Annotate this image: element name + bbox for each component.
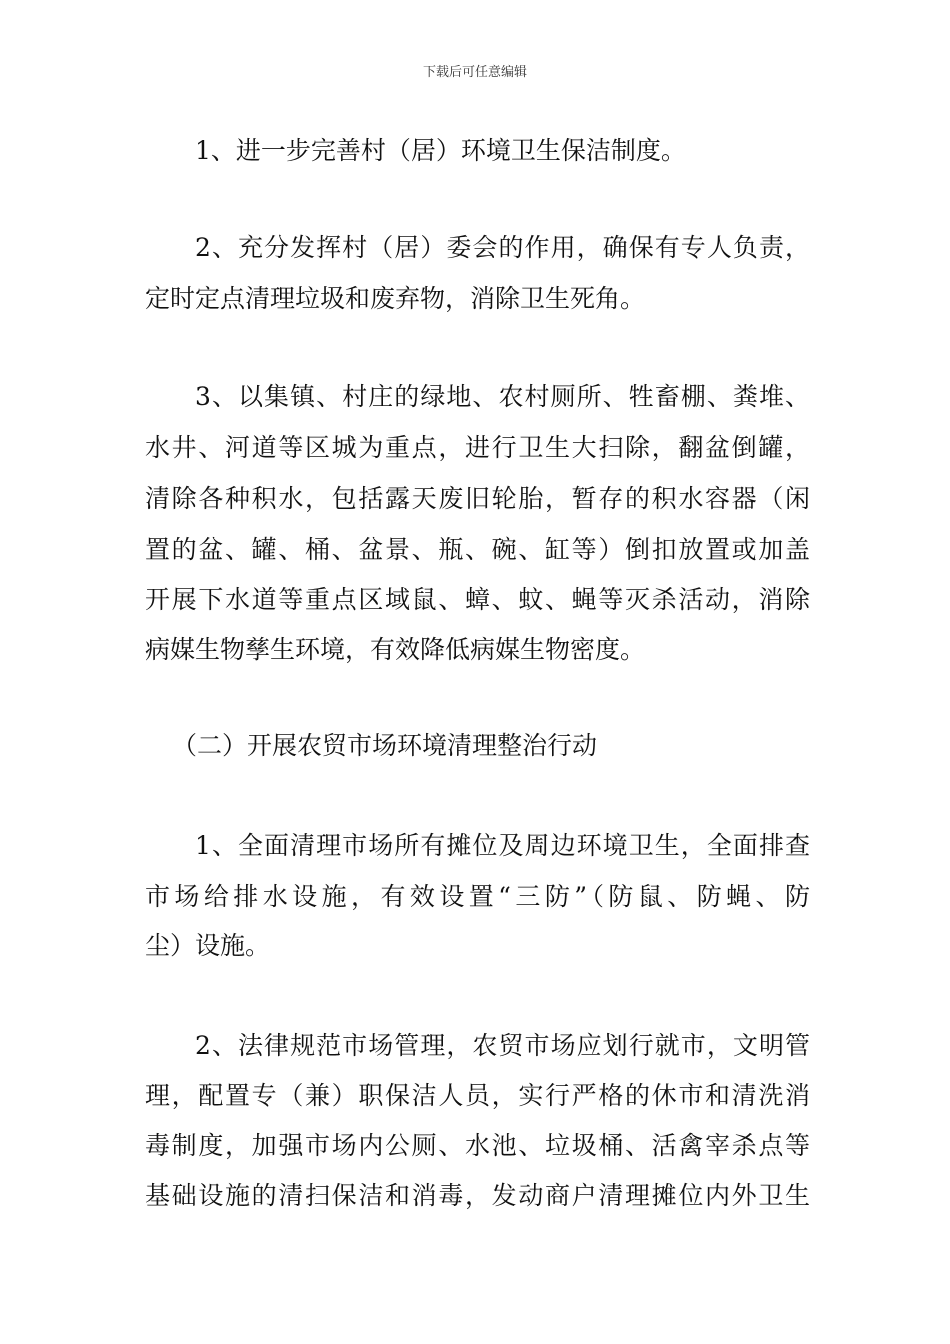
text-line: 病媒生物孳生环境，有效降低病媒生物密度。 [145, 635, 646, 664]
text-line: 置的盆、罐、桶、盆景、瓶、碗、缸等）倒扣放置或加盖 [145, 535, 810, 564]
text-line: 基础设施的清扫保洁和消毒，发动商户清理摊位内外卫生 [145, 1181, 810, 1210]
text-line: 水井、河道等区城为重点，进行卫生大扫除，翻盆倒罐， [145, 433, 810, 462]
section-heading: （二）开展农贸市场环境清理整治行动 [172, 731, 598, 760]
text-line: 1、进一步完善村（居）环境卫生保洁制度。 [195, 136, 686, 165]
text-line: 清除各种积水，包括露天废旧轮胎，暂存的积水容器（闲 [145, 484, 810, 513]
text-line: 定时定点清理垃圾和废弃物，消除卫生死角。 [145, 284, 646, 313]
text-line: 2、充分发挥村（居）委会的作用，确保有专人负责， [195, 233, 810, 262]
page-header: 下载后可任意编辑 [422, 65, 527, 80]
text-line: 毒制度，加强市场内公厕、水池、垃圾桶、活禽宰杀点等 [145, 1131, 810, 1160]
text-line: 3、以集镇、村庄的绿地、农村厕所、牲畜棚、粪堆、 [195, 382, 810, 411]
text-line: 1、全面清理市场所有摊位及周边环境卫生，全面排查 [195, 831, 810, 860]
text-line: 市场给排水设施，有效设置“三防”（防鼠、防蝇、防 [145, 882, 810, 911]
text-line: 理，配置专（兼）职保洁人员，实行严格的休市和清洗消 [145, 1081, 810, 1110]
text-line: 2、法律规范市场管理，农贸市场应划行就市，文明管 [195, 1031, 810, 1060]
text-line: 开展下水道等重点区域鼠、蟑、蚊、蝇等灭杀活动，消除 [145, 585, 810, 614]
text-line: 尘）设施。 [145, 931, 271, 960]
